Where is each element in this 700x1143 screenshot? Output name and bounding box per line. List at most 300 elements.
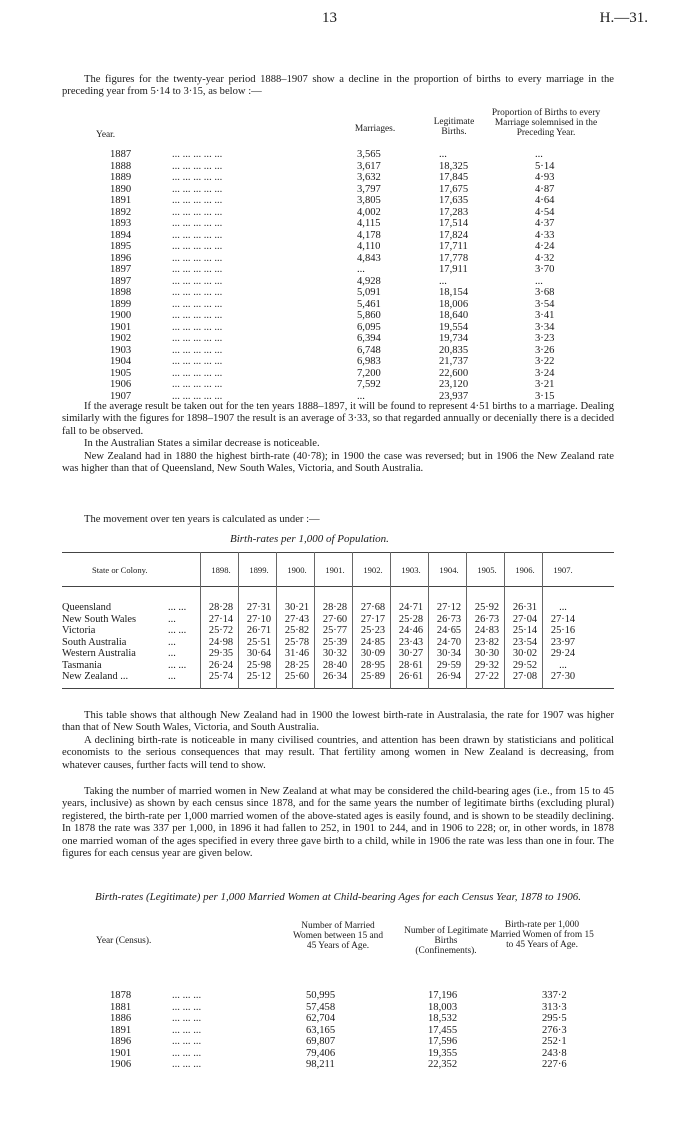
- leader-dots: ...: [168, 648, 176, 659]
- year-cell: 1906: [110, 379, 132, 390]
- proportion-cell: 3·15: [535, 390, 555, 402]
- proportion-cell: 4·37: [535, 218, 555, 229]
- rate-cell: 28·40: [322, 659, 348, 671]
- rate-cell: 27·14: [208, 613, 234, 625]
- marriages-cell: 5,461: [357, 298, 381, 310]
- rate-cell: ...: [559, 659, 567, 671]
- births-cell: 17,596: [428, 1036, 458, 1047]
- state-cell: Western Australia: [62, 648, 136, 659]
- t2-header-year: 1902.: [363, 565, 383, 575]
- rate-cell: 24·71: [398, 602, 424, 613]
- births-cell: 17,911: [439, 264, 468, 275]
- t2-bottom-rule: [62, 688, 614, 689]
- proportion-cell: 3·22: [535, 356, 555, 367]
- rate-cell: 28·28: [322, 602, 348, 613]
- leader-dots: ...: [168, 671, 176, 682]
- marriages-cell: 6,394: [357, 333, 381, 344]
- leader-dots: ... ... ...: [172, 1013, 202, 1024]
- leader-dots: ... ... ...: [172, 1059, 202, 1070]
- proportion-cell: 3·70: [535, 264, 555, 275]
- leader-dots: ... ... ... ... ...: [172, 160, 223, 172]
- rate-cell: 23·43: [398, 636, 424, 648]
- table-row: [110, 1059, 610, 1070]
- year-cell: 1888: [110, 160, 132, 172]
- rate-cell: 29·52: [512, 659, 538, 671]
- births-cell: 17,196: [428, 990, 458, 1001]
- table-row: [62, 660, 614, 671]
- rate-cell: 29·24: [550, 648, 576, 659]
- proportion-cell: 4·24: [535, 241, 555, 252]
- married-women-cell: 50,995: [306, 990, 336, 1001]
- married-women-cell: 69,807: [306, 1036, 336, 1047]
- rate-cell: 24·70: [436, 636, 462, 648]
- marriages-cell: 5,860: [357, 310, 381, 321]
- rate-cell: 25·51: [246, 636, 272, 648]
- leader-dots: ... ... ... ... ...: [172, 218, 223, 229]
- rate-cell: 25·78: [284, 636, 310, 648]
- rate-cell: 27·04: [512, 613, 538, 625]
- table-row: [110, 1002, 610, 1013]
- marriages-cell: 6,983: [357, 356, 381, 367]
- marriages-cell: 4,843: [357, 252, 381, 264]
- rate-cell: 26·61: [398, 671, 424, 682]
- t2-header-year: 1899.: [249, 565, 269, 575]
- table-row: [110, 345, 610, 356]
- leader-dots: ... ... ... ... ...: [172, 183, 223, 195]
- table-row: [110, 1048, 610, 1059]
- rate-cell: 26·73: [436, 613, 462, 625]
- rate-cell: 25·23: [360, 625, 386, 636]
- leader-dots: ... ... ... ... ...: [172, 275, 223, 287]
- proportion-cell: ...: [535, 149, 543, 160]
- table-row: [110, 1036, 610, 1047]
- leader-dots: ...: [168, 613, 176, 625]
- table-row: [110, 264, 610, 275]
- rate-cell: 252·1: [542, 1036, 567, 1047]
- state-cell: New South Wales: [62, 613, 137, 625]
- leader-dots: ... ... ... ... ...: [172, 321, 223, 333]
- births-cell: 18,003: [428, 1001, 458, 1013]
- paragraph-average: If the average result be taken out for the ten years 1888–1897, it will be found to represent 4·51 births to a marriage. Dealing similarly with the figures for 1898–1907 the result is an average of 3·33, so that regarded annually or decenially there is a decided fall to be observed.: [62, 401, 614, 437]
- paragraph-table-shows: This table shows that although New Zealand had in 1900 the lowest birth-rate in Australasia, the rate for 1907 was higher than that of New South Wales, Victoria, and South Australia.: [62, 710, 614, 734]
- table-row: [110, 322, 610, 333]
- rate-cell: 295·5: [542, 1013, 567, 1024]
- proportion-cell: 3·21: [535, 379, 555, 390]
- births-cell: 17,675: [439, 183, 469, 195]
- marriages-cell: 5,091: [357, 287, 381, 298]
- rate-cell: 26·94: [436, 671, 462, 682]
- leader-dots: ... ... ... ... ...: [172, 229, 223, 241]
- rate-cell: 25·12: [246, 671, 272, 682]
- rate-cell: 27·08: [512, 671, 538, 682]
- table-row: [110, 172, 610, 183]
- leader-dots: ... ... ... ... ...: [172, 195, 223, 206]
- table-row: [62, 671, 614, 682]
- t3-header-rate: Birth-rate per 1,000 Married Women of from 15 to 45 Years of Age.: [490, 920, 594, 950]
- t3-header-married-women: Number of Married Women between 15 and 45 Years of Age.: [292, 921, 384, 951]
- year-cell: 1891: [110, 195, 132, 206]
- table-row: [110, 253, 610, 264]
- births-cell: 18,640: [439, 310, 469, 321]
- married-women-cell: 57,458: [306, 1001, 336, 1013]
- t1-header-marriages: Marriages.: [354, 124, 396, 134]
- table2-caption: Birth-rates per 1,000 of Population.: [230, 533, 389, 545]
- rate-cell: 29·35: [208, 648, 234, 659]
- births-cell: 18,006: [439, 298, 469, 310]
- t2-header-state: State or Colony.: [92, 565, 148, 575]
- leader-dots: ... ... ... ... ...: [172, 172, 223, 183]
- proportion-cell: 3·68: [535, 287, 555, 298]
- state-cell: Queensland: [62, 602, 112, 613]
- year-cell: 1903: [110, 344, 132, 356]
- page-header: [0, 10, 700, 34]
- marriages-cell: 4,928: [357, 275, 381, 287]
- leader-dots: ... ... ...: [172, 1001, 202, 1013]
- rate-cell: 28·25: [284, 659, 310, 671]
- leader-dots: ... ... ... ... ...: [172, 241, 223, 252]
- rate-cell: 27·17: [360, 613, 386, 625]
- births-cell: 17,283: [439, 206, 469, 218]
- year-cell: 1891: [110, 1024, 132, 1036]
- rate-cell: 24·46: [398, 625, 424, 636]
- married-women-cell: 62,704: [306, 1013, 336, 1024]
- proportion-cell: 4·64: [535, 195, 555, 206]
- document-reference: H.—31.: [599, 10, 648, 26]
- year-cell: 1889: [110, 172, 132, 183]
- table-row: [110, 218, 610, 229]
- rate-cell: 24·98: [208, 636, 234, 648]
- rate-cell: 25·74: [208, 671, 234, 682]
- leader-dots: ... ... ... ... ...: [172, 252, 223, 264]
- leader-dots: ... ...: [168, 602, 187, 613]
- t2-header-year: 1901.: [325, 565, 345, 575]
- rate-cell: 23·82: [474, 636, 500, 648]
- proportion-cell: 3·26: [535, 344, 555, 356]
- proportion-cell: 5·14: [535, 160, 555, 172]
- proportion-cell: 3·54: [535, 298, 555, 310]
- year-cell: 1904: [110, 356, 132, 367]
- births-cell: 17,455: [428, 1024, 458, 1036]
- state-cell: South Australia: [62, 636, 127, 648]
- t1-header-proportion: Proportion of Births to every Marriage solemnised in the Preceding Year.: [491, 108, 601, 138]
- t1-header-year: Year.: [96, 130, 116, 140]
- leader-dots: ... ... ... ... ...: [172, 356, 223, 367]
- state-cell: New Zealand ...: [62, 671, 129, 682]
- table-row: [110, 356, 610, 367]
- rate-cell: 27·12: [436, 602, 462, 613]
- rate-cell: 30·02: [512, 648, 538, 659]
- births-cell: 18,154: [439, 287, 469, 298]
- rate-cell: ...: [559, 602, 567, 613]
- paragraph-declining: A declining birth-rate is noticeable in many civilised countries, and attention has been drawn by statisticians and political economists to the serious consequences that may result. That fertility among women in New Zealand is decreasing, from whatever causes, further facts will tend to show.: [62, 735, 614, 771]
- marriages-cell: 3,617: [357, 160, 381, 172]
- rate-cell: 24·83: [474, 625, 500, 636]
- year-cell: 1897: [110, 264, 132, 275]
- rate-cell: 25·92: [474, 602, 500, 613]
- marriages-cell: 7,592: [357, 379, 381, 390]
- marriages-cell: 4,110: [357, 241, 381, 252]
- marriages-cell: 3,565: [357, 149, 381, 160]
- marriages-cell: 4,115: [357, 218, 381, 229]
- rate-cell: 25·60: [284, 671, 310, 682]
- proportion-cell: 4·33: [535, 229, 555, 241]
- rate-cell: 27·68: [360, 602, 386, 613]
- table-row: [110, 368, 610, 379]
- t2-header-rule: [62, 586, 614, 587]
- year-cell: 1881: [110, 1001, 132, 1013]
- leader-dots: ... ... ...: [172, 1047, 202, 1059]
- year-cell: 1886: [110, 1013, 132, 1024]
- rate-cell: 30·27: [398, 648, 424, 659]
- table-row: [110, 391, 610, 402]
- rate-cell: 26·24: [208, 659, 234, 671]
- rate-cell: 29·59: [436, 659, 462, 671]
- rate-cell: 25·28: [398, 613, 424, 625]
- table-row: [110, 276, 610, 287]
- year-cell: 1892: [110, 206, 132, 218]
- rate-cell: 276·3: [542, 1024, 567, 1036]
- table-row: [110, 230, 610, 241]
- proportion-cell: 4·54: [535, 206, 555, 218]
- page-number: 13: [322, 10, 337, 26]
- paragraph-movement: The movement over ten years is calculated as under :—: [84, 514, 320, 525]
- table-row: [62, 602, 614, 613]
- year-cell: 1905: [110, 367, 132, 379]
- leader-dots: ... ... ...: [172, 990, 202, 1001]
- marriages-cell: 6,095: [357, 321, 381, 333]
- births-cell: 18,532: [428, 1013, 458, 1024]
- rate-cell: 243·8: [542, 1047, 567, 1059]
- births-cell: 21,737: [439, 356, 469, 367]
- married-women-cell: 98,211: [306, 1059, 335, 1070]
- births-cell: 19,734: [439, 333, 469, 344]
- births-cell: 17,711: [439, 241, 468, 252]
- year-cell: 1902: [110, 333, 132, 344]
- births-cell: 17,635: [439, 195, 469, 206]
- t2-header-year: 1904.: [439, 565, 459, 575]
- year-cell: 1898: [110, 287, 132, 298]
- year-cell: 1900: [110, 310, 132, 321]
- rate-cell: 25·14: [512, 625, 538, 636]
- table-row: [110, 333, 610, 344]
- table-row: [62, 625, 614, 636]
- rate-cell: 227·6: [542, 1059, 567, 1070]
- leader-dots: ... ...: [168, 625, 187, 636]
- t2-header-year: 1906.: [515, 565, 535, 575]
- table-row: [110, 1025, 610, 1036]
- rate-cell: 27·22: [474, 671, 500, 682]
- table-row: [110, 990, 610, 1001]
- births-cell: 17,824: [439, 229, 469, 241]
- table-row: [110, 1013, 610, 1024]
- table-row: [110, 241, 610, 252]
- leader-dots: ... ...: [168, 659, 187, 671]
- births-cell: 19,355: [428, 1047, 458, 1059]
- leader-dots: ... ... ... ... ...: [172, 333, 223, 344]
- leader-dots: ... ... ... ... ...: [172, 206, 223, 218]
- leader-dots: ... ... ... ... ...: [172, 287, 223, 298]
- rate-cell: 24·65: [436, 625, 462, 636]
- rate-cell: 28·95: [360, 659, 386, 671]
- leader-dots: ... ... ...: [172, 1024, 202, 1036]
- marriages-cell: 3,805: [357, 195, 381, 206]
- marriages-cell: 7,200: [357, 367, 381, 379]
- table-row: [110, 184, 610, 195]
- marriages-cell: 6,748: [357, 344, 381, 356]
- proportion-cell: 3·24: [535, 367, 555, 379]
- t3-header-births: Number of Legitimate Births (Confinements).: [404, 926, 488, 956]
- paragraph-taking: Taking the number of married women in New Zealand at what may be considered the child-bearing ages (i.e., from 15 to 45 years, inclusive) as shown by each census since 1878, and for the same years the number of legitimate births (excluding plural) registered, the birth-rate per 1,000 married women of the above-stated ages is easily found, and is shown to be steadily declining. In 1878 the rate was 337 per 1,000, in 1896 it had fallen to 252, in 1901 to 244, and in 1906 to 228; or, in other words, in 1878 one married woman of the ages specified in every three gave birth to a child, while in 1906 the rate was less than one in four. The figures for each census year are given below.: [62, 786, 614, 860]
- year-cell: 1878: [110, 990, 132, 1001]
- leader-dots: ... ... ... ... ...: [172, 310, 223, 321]
- rate-cell: 30·09: [360, 648, 386, 659]
- paragraph-australian: In the Australian States a similar decrease is noticeable.: [84, 438, 320, 449]
- births-cell: ...: [439, 275, 447, 287]
- year-cell: 1899: [110, 298, 132, 310]
- table-row: [110, 161, 610, 172]
- year-cell: 1895: [110, 241, 132, 252]
- marriages-cell: 4,178: [357, 229, 381, 241]
- state-cell: Tasmania: [62, 659, 102, 671]
- rate-cell: 28·28: [208, 602, 234, 613]
- rate-cell: 28·61: [398, 659, 424, 671]
- table-row: [110, 149, 610, 160]
- table-row: [62, 648, 614, 659]
- paragraph-new-zealand: New Zealand had in 1880 the highest birth-rate (40·78); in 1900 the case was reversed; but in 1906 the New Zealand rate was higher than that of Queensland, New South Wales, Victoria, and South Australia.: [62, 451, 614, 475]
- proportion-cell: 4·32: [535, 252, 555, 264]
- rate-cell: 27·14: [550, 613, 576, 625]
- leader-dots: ... ... ... ... ...: [172, 379, 223, 390]
- t2-header-year: 1905.: [477, 565, 497, 575]
- rate-cell: 30·21: [284, 602, 310, 613]
- rate-cell: 25·77: [322, 625, 348, 636]
- table3-caption: Birth-rates (Legitimate) per 1,000 Married Women at Child-bearing Ages for each Census Year, 1878 to 1906.: [94, 891, 582, 903]
- leader-dots: ... ... ... ... ...: [172, 344, 223, 356]
- births-cell: 22,352: [428, 1059, 458, 1070]
- births-cell: 18,325: [439, 160, 469, 172]
- year-cell: 1901: [110, 321, 132, 333]
- rate-cell: 27·10: [246, 613, 272, 625]
- rate-cell: 26·34: [322, 671, 348, 682]
- rate-cell: 24·85: [360, 636, 386, 648]
- rate-cell: 27·60: [322, 613, 348, 625]
- t1-header-legitimate: Legitimate Births.: [433, 117, 475, 137]
- births-cell: 20,835: [439, 344, 469, 356]
- rate-cell: 26·31: [512, 602, 538, 613]
- rate-cell: 25·16: [550, 625, 576, 636]
- marriages-cell: ...: [357, 390, 365, 402]
- births-cell: 22,600: [439, 367, 469, 379]
- rate-cell: 30·64: [246, 648, 272, 659]
- year-cell: 1901: [110, 1047, 132, 1059]
- proportion-cell: ...: [535, 275, 543, 287]
- births-cell: 23,120: [439, 379, 469, 390]
- leader-dots: ... ... ... ... ...: [172, 264, 223, 275]
- rate-cell: 31·46: [284, 648, 310, 659]
- births-cell: 19,554: [439, 321, 469, 333]
- t3-header-year: Year (Census).: [96, 936, 152, 946]
- table-row: [110, 207, 610, 218]
- rate-cell: 30·34: [436, 648, 462, 659]
- t2-header-year: 1907.: [553, 565, 573, 575]
- rate-cell: 25·89: [360, 671, 386, 682]
- leader-dots: ... ... ... ... ...: [172, 390, 223, 402]
- table-row: [110, 195, 610, 206]
- year-cell: 1894: [110, 229, 132, 241]
- births-cell: 17,778: [439, 252, 469, 264]
- rate-cell: 26·71: [246, 625, 272, 636]
- table-row: [62, 614, 614, 625]
- marriages-cell: 3,632: [357, 172, 381, 183]
- t2-header-year: 1898.: [211, 565, 231, 575]
- leader-dots: ... ... ... ... ...: [172, 298, 223, 310]
- marriages-cell: 3,797: [357, 183, 381, 195]
- rate-cell: 27·43: [284, 613, 310, 625]
- proportion-cell: 3·34: [535, 321, 555, 333]
- births-cell: 17,514: [439, 218, 469, 229]
- proportion-cell: 4·87: [535, 183, 555, 195]
- proportion-cell: 3·41: [535, 310, 555, 321]
- proportion-cell: 4·93: [535, 172, 555, 183]
- year-cell: 1890: [110, 183, 132, 195]
- rate-cell: 337·2: [542, 990, 567, 1001]
- marriages-cell: 4,002: [357, 206, 381, 218]
- year-cell: 1893: [110, 218, 132, 229]
- leader-dots: ...: [168, 636, 176, 648]
- table-row: [110, 299, 610, 310]
- births-cell: ...: [439, 149, 447, 160]
- rate-cell: 30·32: [322, 648, 348, 659]
- year-cell: 1907: [110, 390, 132, 402]
- births-cell: 17,845: [439, 172, 469, 183]
- rate-cell: 25·39: [322, 636, 348, 648]
- rate-cell: 26·73: [474, 613, 500, 625]
- births-cell: 23,937: [439, 390, 469, 402]
- rate-cell: 25·82: [284, 625, 310, 636]
- rate-cell: 29·32: [474, 659, 500, 671]
- rate-cell: 25·72: [208, 625, 234, 636]
- intro-paragraph: The figures for the twenty-year period 1888–1907 show a decline in the proportion of births to every marriage in the preceding year from 5·14 to 3·15, as below :—: [62, 74, 614, 98]
- rate-cell: 27·30: [550, 671, 576, 682]
- rate-cell: 23·54: [512, 636, 538, 648]
- leader-dots: ... ... ...: [172, 1036, 202, 1047]
- t2-top-rule: [62, 552, 614, 553]
- table-row: [110, 379, 610, 390]
- rate-cell: 23·97: [550, 636, 576, 648]
- rate-cell: 25·98: [246, 659, 272, 671]
- rate-cell: 30·30: [474, 648, 500, 659]
- leader-dots: ... ... ... ... ...: [172, 149, 223, 160]
- year-cell: 1897: [110, 275, 132, 287]
- marriages-cell: ...: [357, 264, 365, 275]
- year-cell: 1887: [110, 149, 132, 160]
- t2-header-year: 1903.: [401, 565, 421, 575]
- state-cell: Victoria: [62, 625, 96, 636]
- t2-header-year: 1900.: [287, 565, 307, 575]
- table-row: [110, 287, 610, 298]
- table-row: [62, 637, 614, 648]
- year-cell: 1906: [110, 1059, 132, 1070]
- rate-cell: 313·3: [542, 1001, 567, 1013]
- leader-dots: ... ... ... ... ...: [172, 367, 223, 379]
- proportion-cell: 3·23: [535, 333, 555, 344]
- year-cell: 1896: [110, 1036, 132, 1047]
- married-women-cell: 79,406: [306, 1047, 336, 1059]
- table-row: [110, 310, 610, 321]
- rate-cell: 27·31: [246, 602, 272, 613]
- married-women-cell: 63,165: [306, 1024, 336, 1036]
- year-cell: 1896: [110, 252, 132, 264]
